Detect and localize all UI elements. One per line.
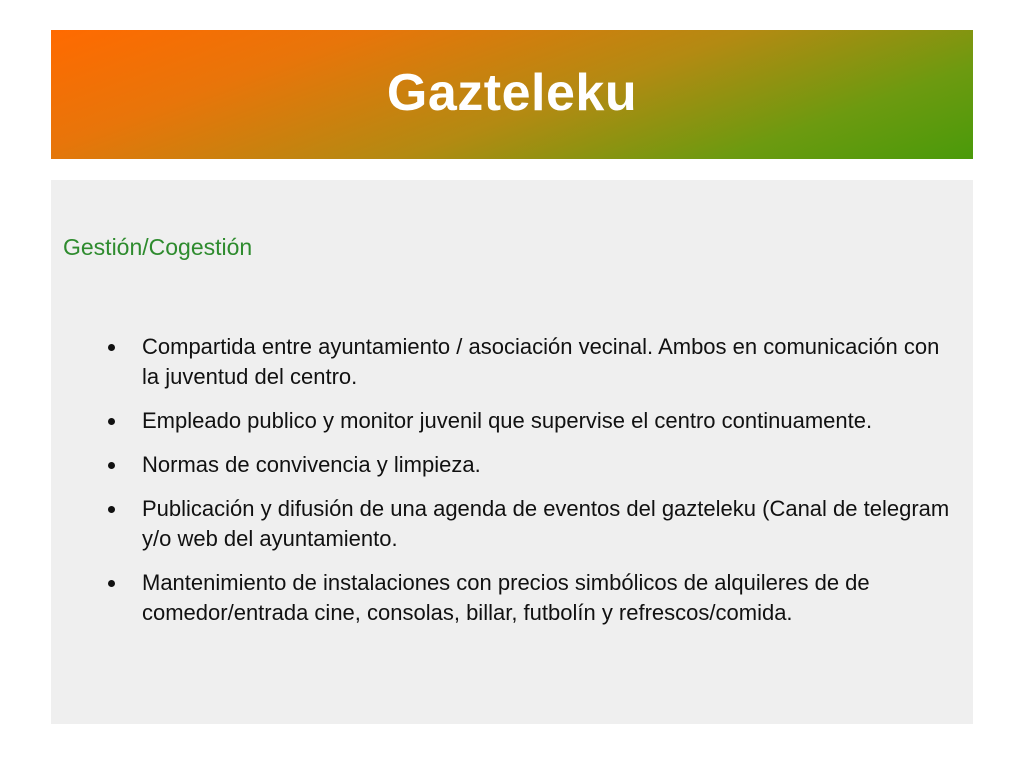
- list-item: [106, 494, 961, 554]
- title-bar: [51, 30, 973, 159]
- bullet-icon: [108, 462, 115, 469]
- bullet-icon: [108, 418, 115, 425]
- list-item: [106, 332, 961, 392]
- bullet-icon: [108, 580, 115, 587]
- slide-title: Gazteleku: [386, 63, 638, 122]
- bullet-icon: [108, 344, 115, 351]
- bullet-text: Mantenimiento de instalaciones con precios simbólicos de alquileres de de comedor/entrada cine, consolas, billar, futbolín y refrescos/comida.: [142, 570, 870, 625]
- content-box: [51, 180, 973, 724]
- bullet-text: Normas de convivencia y limpieza.: [142, 452, 481, 477]
- bullet-text: Empleado publico y monitor juvenil que supervise el centro continuamente.: [142, 408, 873, 433]
- bullet-list: [106, 332, 961, 642]
- bullet-text: Compartida entre ayuntamiento / asociación vecinal. Ambos en comunicación con la juventud del centro.: [142, 334, 940, 389]
- list-item: [106, 406, 961, 436]
- bullet-text: Publicación y difusión de una agenda de eventos del gazteleku (Canal de telegram y/o web del ayuntamiento.: [142, 496, 950, 551]
- list-item: [106, 450, 961, 480]
- list-item: [106, 568, 961, 628]
- bullet-icon: [108, 506, 115, 513]
- section-heading: Gestión/Cogestión: [63, 234, 253, 260]
